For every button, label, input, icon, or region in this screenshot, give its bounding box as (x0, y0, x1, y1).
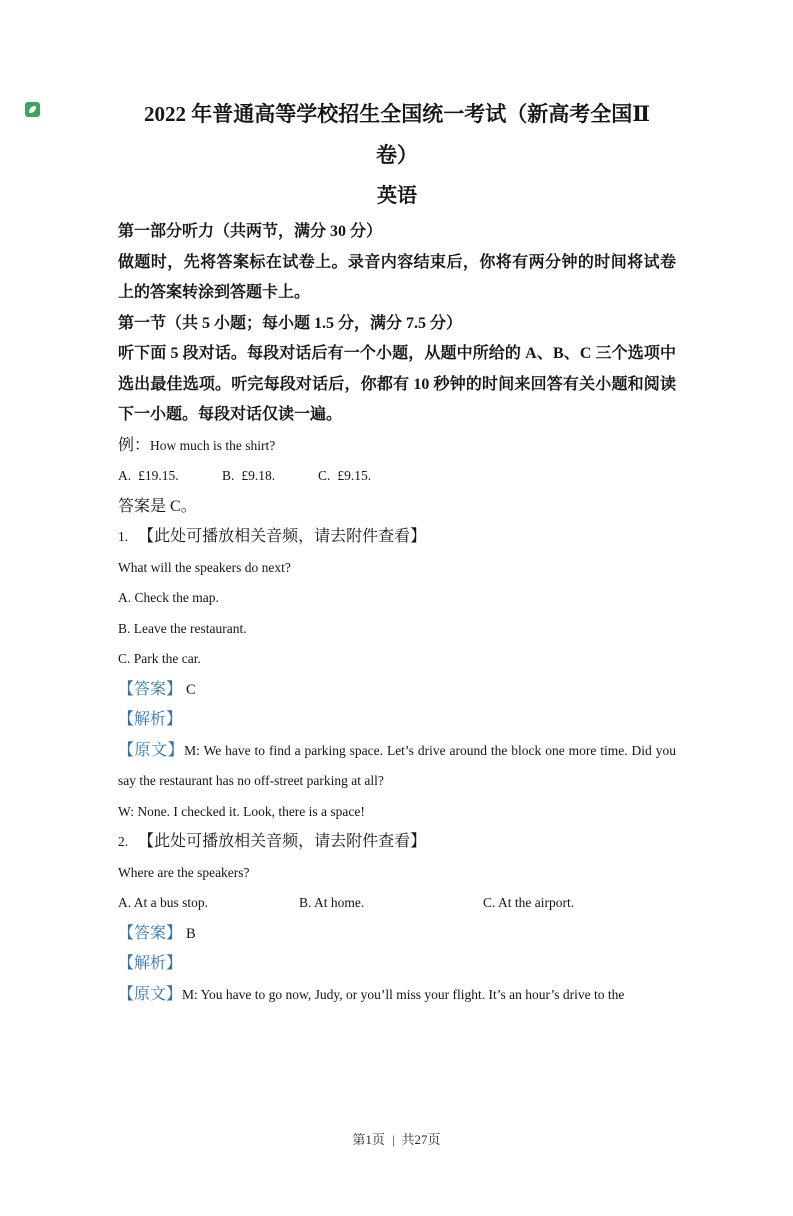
analysis-tag: 【解析】 (118, 955, 183, 972)
example-options-row (118, 461, 676, 492)
option-label: B. (222, 468, 235, 483)
footer-page-number: 第1页 (352, 1132, 385, 1147)
question-2-answer-line (118, 919, 676, 950)
question-2-analysis-line (118, 949, 676, 980)
page-footer (0, 1130, 793, 1150)
section1-instructions: 听下面 5 段对话。每段对话后有一个小题，从题中所给的 A、B、C 三个选项中选出最佳选项。听完每段对话后，你都有 10 秒钟的时间来回答有关小题和阅读下一小题。每段对话仅读一遍。 (118, 345, 676, 423)
exam-subject: 英语 (377, 185, 417, 207)
section1-heading: 第一节（共 5 小题；每小题 1.5 分，满分 7.5 分） (118, 314, 463, 332)
part1-heading: 第一部分听力（共两节，满分 30 分） (118, 223, 383, 240)
question-1-transcript-w: W: None. I checked it. Look, there is a space! (118, 803, 365, 819)
footer-total-pages: 共27页 (401, 1132, 441, 1147)
example-option-b (222, 461, 318, 492)
question-2-header (118, 827, 676, 858)
exam-title-line1: 2022 年普通高等学校招生全国统一考试（新高考全国Ⅱ (144, 102, 650, 126)
example-option-a (118, 461, 222, 492)
option-label: A. (118, 468, 132, 483)
option-text: £9.15. (337, 468, 372, 483)
question-2-options-row (118, 888, 676, 919)
question-1-option-c: C. Park the car. (118, 651, 201, 666)
question-1-number: 1. (118, 529, 129, 544)
question-2-option-c: C. At the airport. (483, 895, 575, 910)
question-2-audio-note: 【此处可播放相关音频，请去附件查看】 (138, 833, 427, 850)
option-text: £9.18. (241, 468, 276, 483)
question-1-answer-line (118, 675, 676, 706)
example-label: 例： (118, 436, 151, 454)
green-doc-icon (25, 102, 40, 117)
question-1-transcript-m (118, 736, 676, 797)
analysis-tag: 【解析】 (118, 711, 183, 728)
question-1-header (118, 522, 676, 553)
exam-title (118, 94, 676, 217)
example-option-c (318, 468, 371, 483)
example-question: How much is the shirt? (150, 437, 276, 453)
question-2-transcript-m (118, 980, 676, 1011)
question-2-option-b: B. At home. (299, 895, 365, 910)
answer-value: B (186, 925, 196, 942)
transcript-m-text: M: You have to go now, Judy, or you’ll miss your flight. It’s an hour’s drive to the (182, 986, 625, 1002)
question-1-option-b: B. Leave the restaurant. (118, 620, 247, 636)
answer-tag: 【答案】 (118, 924, 183, 942)
transcript-tag: 【原文】 (118, 741, 185, 759)
example-line (118, 431, 676, 462)
option-label: C. (318, 468, 331, 483)
document-page (0, 94, 793, 1216)
option-text: £19.15. (138, 468, 179, 483)
question-1-option-a: A. Check the map. (118, 590, 219, 605)
part1-instructions: 做题时，先将答案标在试卷上。录音内容结束后，你将有两分钟的时间将试卷上的答案转涂到答题卡上。 (118, 253, 676, 301)
question-2-option-a: A. At a bus stop. (118, 895, 209, 910)
answer-value: C (186, 681, 196, 698)
question-2-number: 2. (118, 834, 129, 849)
footer-separator: | (391, 1132, 395, 1147)
example-answer-note: 答案是 C。 (118, 497, 197, 515)
question-1-analysis-line (118, 705, 676, 736)
question-2-text: Where are the speakers? (118, 864, 250, 880)
transcript-m-text: M: We have to find a parking space. Let’s drive around the block one more time. Did you say the restaurant has no off-street parking at all? (118, 742, 676, 788)
transcript-tag: 【原文】 (118, 985, 183, 1003)
page-content (0, 94, 793, 1010)
question-1-audio-note: 【此处可播放相关音频，请去附件查看】 (138, 528, 427, 545)
question-1-text: What will the speakers do next? (118, 559, 291, 575)
answer-tag: 【答案】 (118, 680, 183, 698)
exam-title-line2: 卷） (376, 143, 418, 167)
